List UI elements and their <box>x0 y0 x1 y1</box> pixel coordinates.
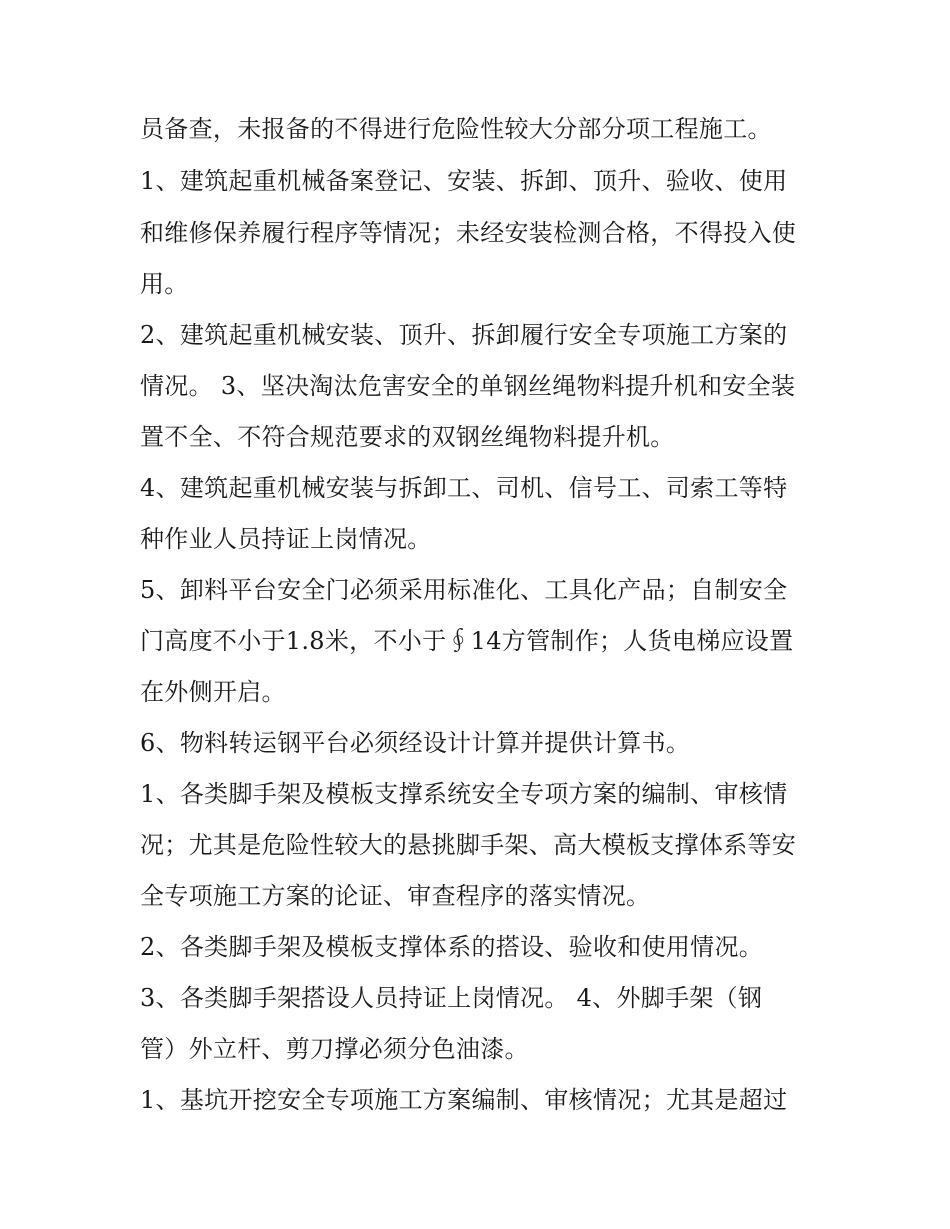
text-line: 置不全、不符合规范要求的双钢丝绳物料提升机。 <box>140 423 675 451</box>
text-line: 2、各类脚手架及模板支撑体系的搭设、验收和使用情况。 <box>140 933 764 961</box>
text-line: 员备查，未报备的不得进行危险性较大分部分项工程施工。 <box>140 115 772 143</box>
text-line: 1、各类脚手架及模板支撑系统安全专项方案的编制、审核情 <box>140 780 788 808</box>
text-line: 门高度不小于1.8米，不小于∮14方管制作；人货电梯应设置 <box>140 627 794 655</box>
text-line: 用。 <box>140 270 189 298</box>
text-line: 3、各类脚手架搭设人员持证上岗情况。 4、外脚手架（钢 <box>140 984 763 1012</box>
text-line: 和维修保养履行程序等情况；未经安装检测合格，不得投入使 <box>140 219 797 247</box>
text-line: 4、建筑起重机械安装与拆卸工、司机、信号工、司索工等特 <box>140 474 788 502</box>
text-line: 种作业人员持证上岗情况。 <box>140 525 432 553</box>
text-line: 6、物料转运钢平台必须经设计计算并提供计算书。 <box>140 729 691 757</box>
text-line: 管）外立杆、剪刀撑必须分色油漆。 <box>140 1035 529 1063</box>
text-line: 2、建筑起重机械安装、顶升、拆卸履行安全专项施工方案的 <box>140 321 788 349</box>
text-line: 全专项施工方案的论证、审查程序的落实情况。 <box>140 882 651 910</box>
text-line: 1、基坑开挖安全专项施工方案编制、审核情况；尤其是超过 <box>140 1086 788 1114</box>
text-line: 情况。 3、坚决淘汰危害安全的单钢丝绳物料提升机和安全装 <box>140 372 796 400</box>
text-line: 况；尤其是危险性较大的悬挑脚手架、高大模板支撑体系等安 <box>140 831 797 859</box>
text-line: 1、建筑起重机械备案登记、安装、拆卸、顶升、验收、使用 <box>140 167 788 195</box>
text-line: 在外侧开启。 <box>140 678 286 706</box>
text-line: 5、卸料平台安全门必须采用标准化、工具化产品；自制安全 <box>140 576 788 604</box>
